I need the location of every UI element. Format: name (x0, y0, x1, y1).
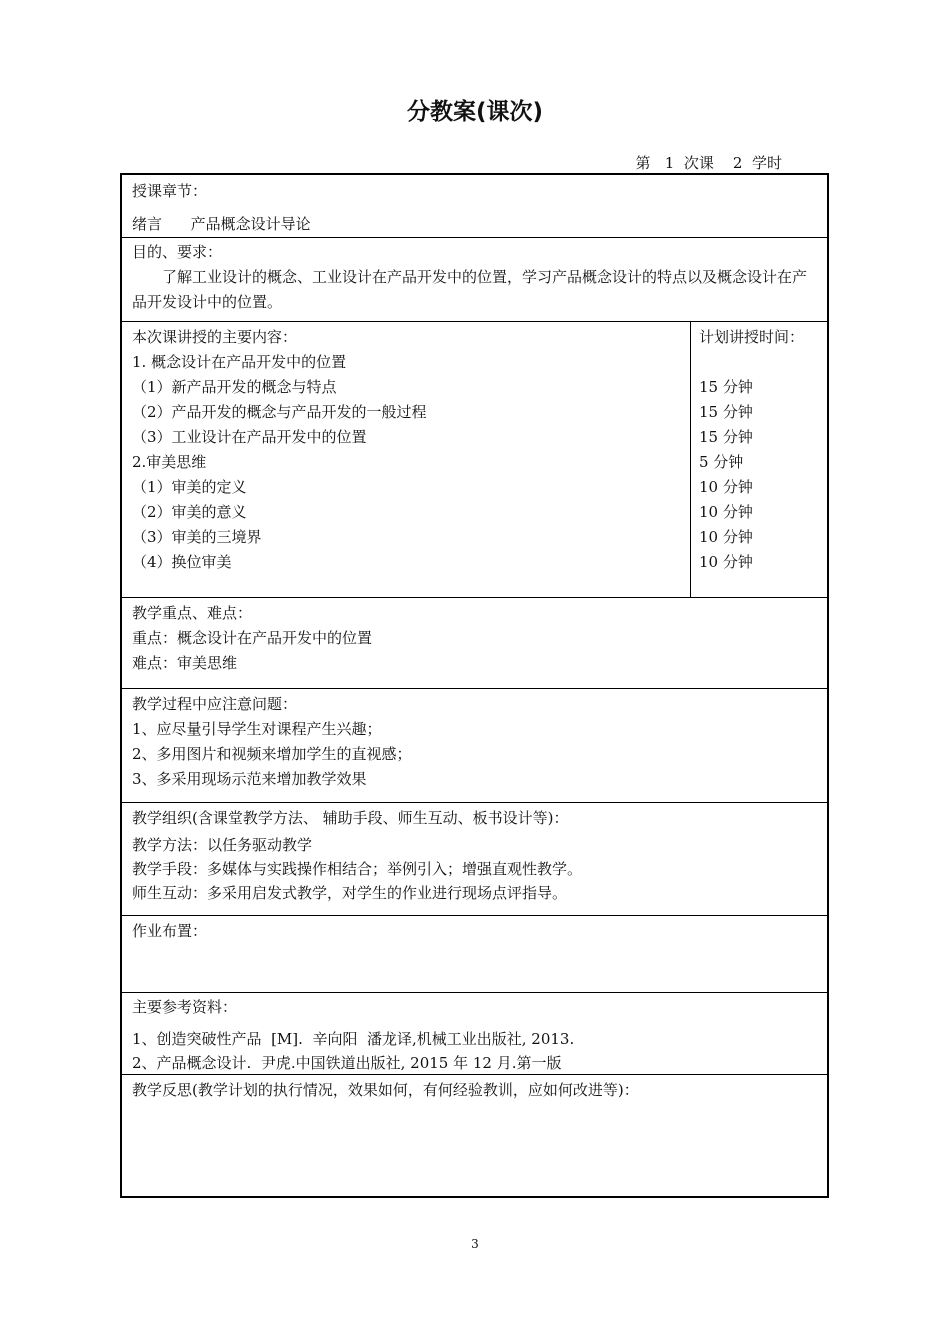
reference-item: 2、产品概念设计. 尹虎.中国铁道出版社, 2015 年 12 月.第一版 (132, 1054, 562, 1072)
keypoints-section (122, 597, 827, 689)
organization-item: 师生互动：多采用启发式教学，对学生的作业进行现场点评指导。 (132, 884, 568, 902)
references-label: 主要参考资料： (132, 998, 238, 1016)
homework-label: 作业布置： (132, 922, 208, 940)
content-item-time: 5 分钟 (699, 453, 744, 471)
page-title: 分教案(课次) (406, 99, 544, 125)
content-item: 1. 概念设计在产品开发中的位置 (132, 353, 347, 371)
content-item: （1）审美的定义 (132, 478, 247, 496)
content-divider (690, 321, 691, 597)
page-number: 3 (471, 1237, 479, 1251)
content-item-time: 15 分钟 (699, 378, 753, 396)
objectives-section (122, 237, 827, 322)
references-section (122, 992, 827, 1075)
organization-label: 教学组织(含课堂教学方法、 辅助手段、师生互动、板书设计等)： (132, 809, 569, 827)
chapter-label: 授课章节： (132, 182, 208, 200)
time-label: 计划讲授时间： (699, 328, 805, 346)
objectives-label: 目的、要求： (132, 243, 223, 261)
attention-section (122, 688, 827, 803)
content-label: 本次课讲授的主要内容： (132, 328, 298, 346)
content-item: （1）新产品开发的概念与特点 (132, 378, 337, 396)
focus-text: 重点：概念设计在产品开发中的位置 (132, 629, 373, 647)
content-item-time: 15 分钟 (699, 403, 753, 421)
chapter-section (122, 175, 827, 238)
content-item-time: 10 分钟 (699, 478, 753, 496)
attention-item: 3、多采用现场示范来增加教学效果 (132, 770, 367, 788)
organization-item: 教学方法：以任务驱动教学 (132, 836, 313, 854)
reflection-label: 教学反思(教学计划的执行情况，效果如何，有何经验教训，应如何改进等)： (132, 1081, 639, 1099)
keypoints-label: 教学重点、难点： (132, 604, 253, 622)
lesson-plan-table (120, 173, 829, 1198)
reference-item: 1、创造突破性产品 [M]. 辛向阳 潘龙译,机械工业出版社, 2013. (132, 1030, 575, 1048)
session-info: 第 1 次课 2 学时 (635, 154, 782, 172)
content-item: （3）工业设计在产品开发中的位置 (132, 428, 367, 446)
content-item: （4）换位审美 (132, 553, 232, 571)
content-item: 2.审美思维 (132, 453, 207, 471)
reflection-section (122, 1074, 827, 1196)
content-item: （3）审美的三境界 (132, 528, 262, 546)
attention-item: 2、多用图片和视频来增加学生的直视感； (132, 745, 412, 763)
content-item-time: 10 分钟 (699, 503, 753, 521)
organization-item: 教学手段：多媒体与实践操作相结合；举例引入；增强直观性教学。 (132, 860, 583, 878)
attention-label: 教学过程中应注意问题： (132, 695, 298, 713)
difficulty-text: 难点：审美思维 (132, 654, 238, 672)
organization-section (122, 802, 827, 916)
content-item-time: 10 分钟 (699, 553, 753, 571)
attention-item: 1、应尽量引导学生对课程产生兴趣； (132, 720, 382, 738)
content-section (122, 321, 827, 598)
chapter-value: 绪言 产品概念设计导论 (132, 215, 311, 233)
content-item-time: 10 分钟 (699, 528, 753, 546)
homework-section (122, 915, 827, 993)
objectives-text: 了解工业设计的概念、工业设计在产品开发中的位置，学习产品概念设计的特点以及概念设计在产品开发设计中的位置。 (132, 268, 808, 311)
content-item: （2）审美的意义 (132, 503, 247, 521)
content-item-time: 15 分钟 (699, 428, 753, 446)
content-item: （2）产品开发的概念与产品开发的一般过程 (132, 403, 427, 421)
